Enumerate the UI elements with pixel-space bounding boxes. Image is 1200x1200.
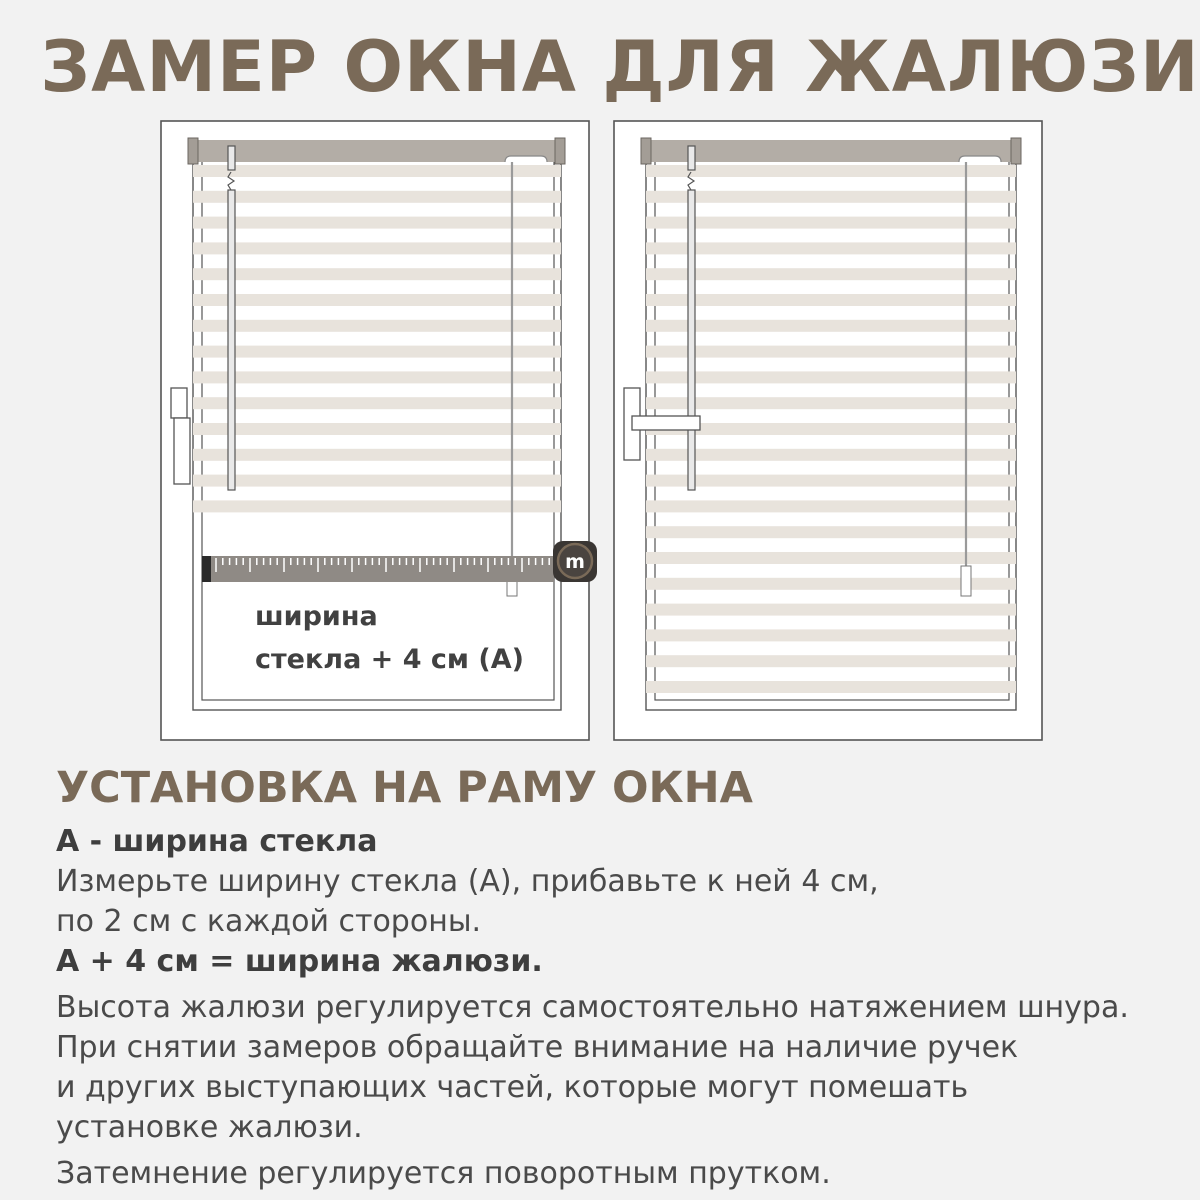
ruler-label-line1: ширина xyxy=(255,601,378,632)
blind-slat xyxy=(646,371,1016,383)
note-line: установке жалюзи. xyxy=(56,1110,363,1145)
blind-slat xyxy=(646,552,1016,564)
blind-slat xyxy=(646,604,1016,616)
left-headrail-cap-right xyxy=(555,138,565,164)
blind-slat xyxy=(646,346,1016,358)
blind-slat xyxy=(646,629,1016,641)
blind-slat xyxy=(193,423,561,435)
footer-note: Затемнение регулируется поворотным прутком. xyxy=(56,1156,831,1191)
blind-slat xyxy=(193,268,561,280)
blind-slat xyxy=(646,397,1016,409)
blind-slat xyxy=(646,268,1016,280)
left-window xyxy=(161,121,597,740)
blind-slat xyxy=(646,681,1016,693)
tape-measure-tip xyxy=(202,556,211,582)
right-tilt-wand xyxy=(688,146,695,490)
blind-slat xyxy=(193,165,561,177)
blind-slat xyxy=(646,294,1016,306)
note-line: и других выступающих частей, которые могут помешать xyxy=(56,1070,969,1105)
blind-slat xyxy=(646,500,1016,512)
section-subtitle: А - ширина стекла xyxy=(56,824,378,859)
section-title: УСТАНОВКА НА РАМУ ОКНА xyxy=(56,763,753,813)
blind-slat xyxy=(193,242,561,254)
blind-slat xyxy=(646,320,1016,332)
blind-slat xyxy=(646,449,1016,461)
blind-slat xyxy=(646,242,1016,254)
instruction-line: по 2 см с каждой стороны. xyxy=(56,904,482,939)
blind-slat xyxy=(193,217,561,229)
instruction-line: Измерьте ширину стекла (А), прибавьте к ней 4 см, xyxy=(56,864,879,899)
blind-slat xyxy=(193,320,561,332)
blind-slat xyxy=(193,475,561,487)
blind-slat xyxy=(646,165,1016,177)
blind-slat xyxy=(193,371,561,383)
left-headrail-cap-left xyxy=(188,138,198,164)
page-title: ЗАМЕР ОКНА ДЛЯ ЖАЛЮЗИ xyxy=(40,26,1200,108)
left-window-handle xyxy=(171,388,190,484)
blind-slat xyxy=(193,346,561,358)
blind-slat xyxy=(193,397,561,409)
right-slats xyxy=(646,165,1016,693)
formula: А + 4 см = ширина жалюзи. xyxy=(56,944,543,979)
blind-slat xyxy=(646,655,1016,667)
blind-slat xyxy=(646,423,1016,435)
right-headrail-cap-left xyxy=(641,138,651,164)
right-headrail xyxy=(650,140,1012,162)
instructions xyxy=(56,760,1176,1194)
right-headrail-cap-right xyxy=(1011,138,1021,164)
ruler-label-line2: стекла + 4 см (А) xyxy=(255,644,524,675)
blind-slat xyxy=(193,449,561,461)
right-window xyxy=(614,121,1042,740)
note-line: Высота жалюзи регулируется самостоятельно натяжением шнура. xyxy=(56,990,1129,1025)
blind-slat xyxy=(646,475,1016,487)
left-headrail xyxy=(197,140,555,162)
blind-slat xyxy=(193,294,561,306)
blind-slat xyxy=(193,191,561,203)
blind-slat xyxy=(646,191,1016,203)
left-tilt-wand xyxy=(228,146,235,490)
blind-slat xyxy=(646,217,1016,229)
blind-slat xyxy=(646,526,1016,538)
note-line: При снятии замеров обращайте внимание на наличие ручек xyxy=(56,1030,1019,1065)
tape-measure-badge-letter: m xyxy=(565,551,585,573)
blind-slat xyxy=(193,500,561,512)
